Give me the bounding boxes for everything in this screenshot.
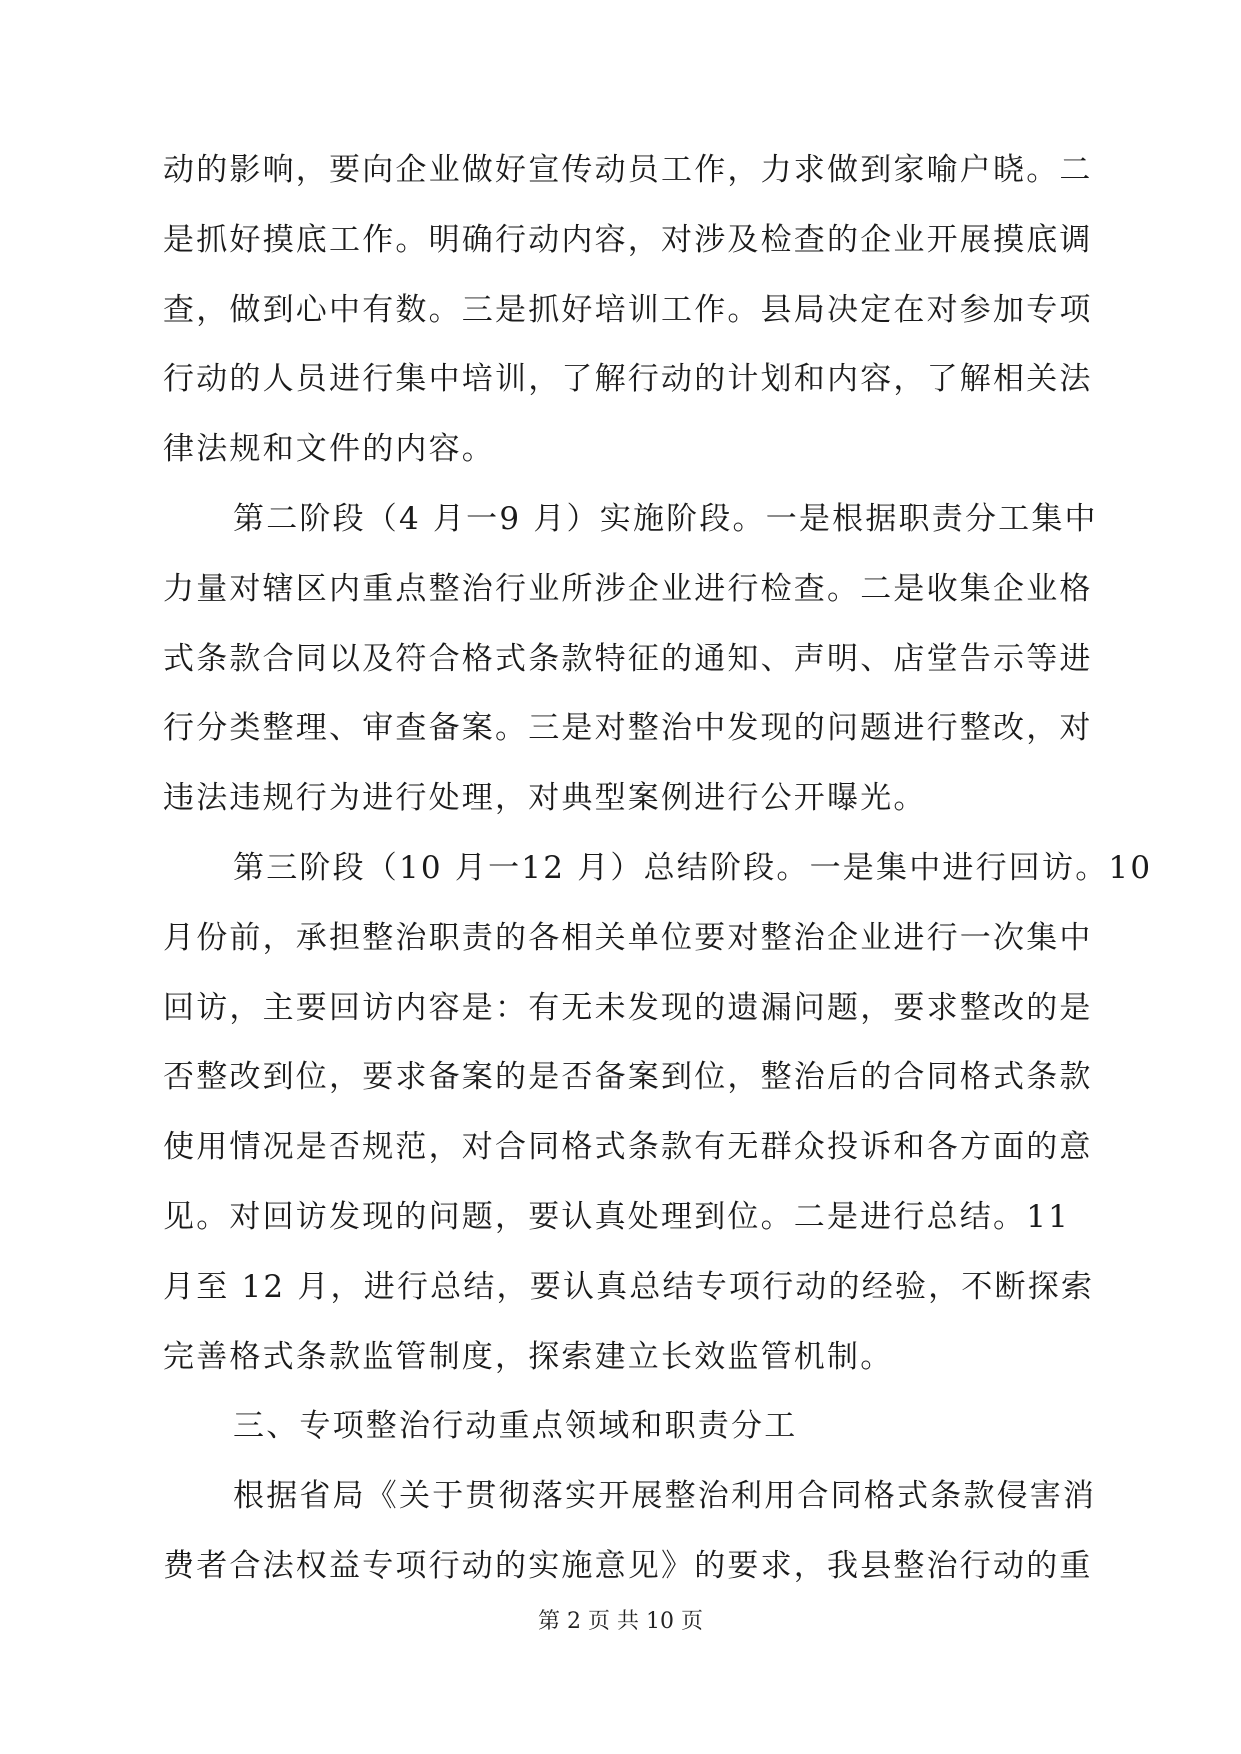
paragraph-start-line: 第二阶段（4 月一9 月）实施阶段。一是根据职责分工集中 <box>233 501 1098 537</box>
body-line: 律法规和文件的内容。 <box>163 431 495 467</box>
body-line: 是抓好摸底工作。明确行动内容，对涉及检查的企业开展摸底调 <box>163 222 1093 258</box>
body-line: 月至 12 月，进行总结，要认真总结专项行动的经验，不断探索 <box>163 1269 1095 1305</box>
body-line: 行动的人员进行集中培训，了解行动的计划和内容，了解相关法 <box>163 361 1093 397</box>
body-line: 费者合法权益专项行动的实施意见》的要求，我县整治行动的重 <box>163 1548 1093 1584</box>
body-line: 完善格式条款监管制度，探索建立长效监管机制。 <box>163 1339 894 1375</box>
body-line: 动的影响，要向企业做好宣传动员工作，力求做到家喻户晓。二 <box>163 152 1093 188</box>
body-line: 行分类整理、审查备案。三是对整治中发现的问题进行整改，对 <box>163 710 1093 746</box>
body-line: 力量对辖区内重点整治行业所涉企业进行检查。二是收集企业格 <box>163 571 1093 607</box>
body-line: 否整改到位，要求备案的是否备案到位，整治后的合同格式条款 <box>163 1059 1093 1095</box>
paragraph-start-line: 根据省局《关于贯彻落实开展整治利用合同格式条款侵害消 <box>233 1478 1097 1514</box>
body-line: 见。对回访发现的问题，要认真处理到位。二是进行总结。11 <box>163 1199 1071 1235</box>
section-heading: 三、专项整治行动重点领域和职责分工 <box>233 1408 798 1444</box>
paragraph-start-line: 第三阶段（10 月一12 月）总结阶段。一是集中进行回访。10 <box>233 850 1153 886</box>
body-line: 使用情况是否规范，对合同格式条款有无群众投诉和各方面的意 <box>163 1129 1093 1165</box>
body-line: 违法违规行为进行处理，对典型案例进行公开曝光。 <box>163 780 927 816</box>
body-line: 查，做到心中有数。三是抓好培训工作。县局决定在对参加专项 <box>163 292 1093 328</box>
body-line: 月份前，承担整治职责的各相关单位要对整治企业进行一次集中 <box>163 920 1093 956</box>
body-line: 回访，主要回访内容是：有无未发现的遗漏问题，要求整改的是 <box>163 990 1093 1026</box>
page-number-footer: 第 2 页 共 10 页 <box>538 1609 703 1634</box>
body-line: 式条款合同以及符合格式条款特征的通知、声明、店堂告示等进 <box>163 641 1093 677</box>
